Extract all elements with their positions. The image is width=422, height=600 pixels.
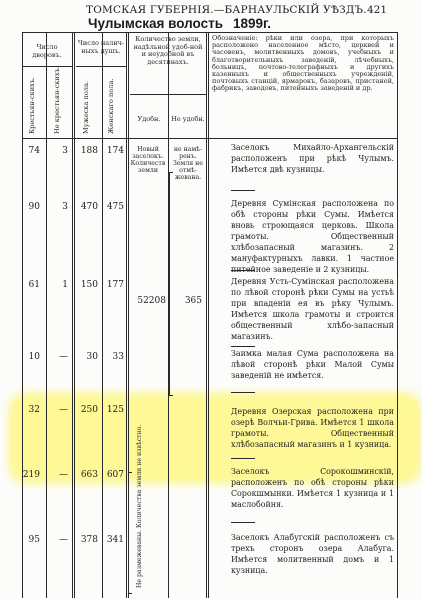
col-line — [72, 32, 75, 598]
souls-header: Число налич-ныхъ душъ. — [77, 39, 125, 55]
land-note: Новый заселокъ. Количеств земли — [130, 146, 166, 174]
statistics-table — [22, 32, 398, 598]
row-separator — [231, 392, 255, 393]
cell-peasant: 219 — [22, 470, 40, 480]
land-bracket — [128, 472, 132, 594]
cell-non-peasant: — — [59, 352, 68, 362]
land-note: не намѣ-ренъ. Земля не отмѣ-жевана. — [173, 146, 203, 181]
col-line — [46, 32, 47, 598]
page-number: 421 — [367, 4, 388, 16]
land-bracket — [169, 172, 173, 396]
non-arable-header: Не удобн. — [171, 115, 205, 123]
land-header: Количество земли, надѣльной удоб-ной и неудобной въ десятинахъ. — [133, 35, 203, 66]
group-rule — [22, 66, 72, 67]
cell-peasant: 10 — [28, 352, 40, 362]
table-top-rule — [22, 32, 398, 33]
row-description: Заселокъ Сорокошминскій, расположенъ по обѣ стороны рѣки Сорокшмынки. Имѣется 1 кузница и 1 маслобойня. — [231, 467, 394, 509]
cell-male: 250 — [80, 405, 98, 415]
col-line — [397, 32, 398, 598]
row-description: Заселокъ Алабугскій расположенъ съ трехъ сторонъ озера Алабуга. Имѣется молитвенный домъ и 1 кузница. — [231, 533, 394, 575]
cell-non-peasant: 1 — [62, 280, 68, 290]
cell-female: 177 — [106, 280, 124, 290]
cell-peasant: 95 — [28, 535, 40, 545]
cell-male: 188 — [80, 146, 98, 156]
cell-non-peasant: — — [59, 535, 68, 545]
row-description: Заселокъ Михайло-Архангельскій расположенъ при рѣкѣ Чулымъ. Имѣется двѣ кузницы. — [231, 143, 394, 174]
row-description: Заимка малая Сума расположена на лѣвой сторонѣ рѣки Малой Сумы заведеній не имѣется. — [231, 349, 394, 380]
group-rule — [76, 66, 126, 67]
cell-non-peasant: — — [59, 470, 68, 480]
households-header: Число дворовъ. — [32, 43, 62, 59]
cell-peasant: 90 — [28, 202, 40, 212]
cell-non-peasant: — — [59, 405, 68, 415]
row-separator — [231, 458, 255, 459]
cell-peasant: 61 — [28, 280, 40, 290]
handwritten-year: 1899г. — [233, 16, 272, 31]
peasant-header: Крестьян-скихъ. — [28, 76, 36, 134]
arable-header: Удобн. — [137, 115, 161, 123]
cell-female: 125 — [106, 405, 124, 415]
cell-non-peasant: 3 — [62, 202, 68, 212]
land-non-arable-total: 365 — [184, 296, 202, 306]
cell-male: 663 — [80, 470, 98, 480]
handwritten-title: Чулымская волость — [88, 16, 224, 31]
row-description: Деревня Сумінская расположена по обѣ стороны рѣки Сумы. Имѣется вновь строющаяся церковь. Школа грамоты. Общественный хлѣбозапасный магазинъ. 2 мануфактурныхъ лавки. 1 частное питейное заведеніе и 2 кузницы. — [231, 199, 394, 274]
cell-peasant: 32 — [28, 405, 40, 415]
cell-male: 150 — [80, 280, 98, 290]
cell-female: 475 — [106, 202, 124, 212]
row-description: Деревня Усть-Сумінская расположена по лѣвой сторонѣ рѣки Сумы на устьѣ при впаденіи ея въ рѣку Чулымъ. Имѣется школа грамоты и строится общественный хлѣбо-запасный магазинъ. — [231, 277, 394, 341]
col-line — [102, 32, 103, 598]
row-separator — [231, 346, 255, 347]
col-line — [22, 32, 23, 598]
description-header: Обозначеніе: рѣки или озера, при которыхъ расположено населенное мѣсто, церквей и часовенъ, молитвенныхъ домовъ, учебныхъ и благотворительныхъ заведеній, лѣчебныхъ, больницъ, почтово-телеграфныхъ и другихъ казенныхъ и общественныхъ учрежденій, почтовыхъ станцій, ярмарокъ, базаровъ, пристаней, фабрикъ, заводовъ, питейныхъ заведеній и др. — [212, 34, 394, 93]
non-peasant-header: Не крестьян-скихъ. — [53, 66, 61, 134]
row-separator — [231, 270, 255, 271]
cell-female: 174 — [106, 146, 124, 156]
col-line — [206, 32, 209, 598]
land-note: Не размежеваны. Количества земли не извѣстно. — [136, 424, 143, 588]
cell-female: 607 — [106, 470, 124, 480]
cell-peasant: 74 — [28, 146, 40, 156]
row-separator — [231, 522, 255, 523]
land-arable-total: 52208 — [137, 296, 166, 306]
cell-female: 33 — [112, 352, 124, 362]
row-description: Деревня Озерская расположена при озерѣ Волчьи-Грива. Имѣется 1 школа грамоты. Общественный хлѣбозапасный магазинъ и 1 кузница. — [231, 407, 394, 449]
female-header: Женскаго пола. — [107, 78, 115, 134]
running-title: ТОМСКАЯ ГУБЕРНІЯ.—БАРНАУЛЬСКІЙ УѢЗДЪ. — [86, 4, 367, 16]
cell-female: 341 — [106, 535, 124, 545]
cell-male: 470 — [80, 202, 98, 212]
cell-male: 378 — [80, 535, 98, 545]
male-header: Мужеска пола. — [82, 80, 90, 134]
header-bottom-rule — [22, 138, 398, 139]
cell-non-peasant: 3 — [62, 146, 68, 156]
cell-male: 30 — [86, 352, 98, 362]
row-separator — [231, 190, 255, 191]
group-rule — [130, 94, 206, 95]
